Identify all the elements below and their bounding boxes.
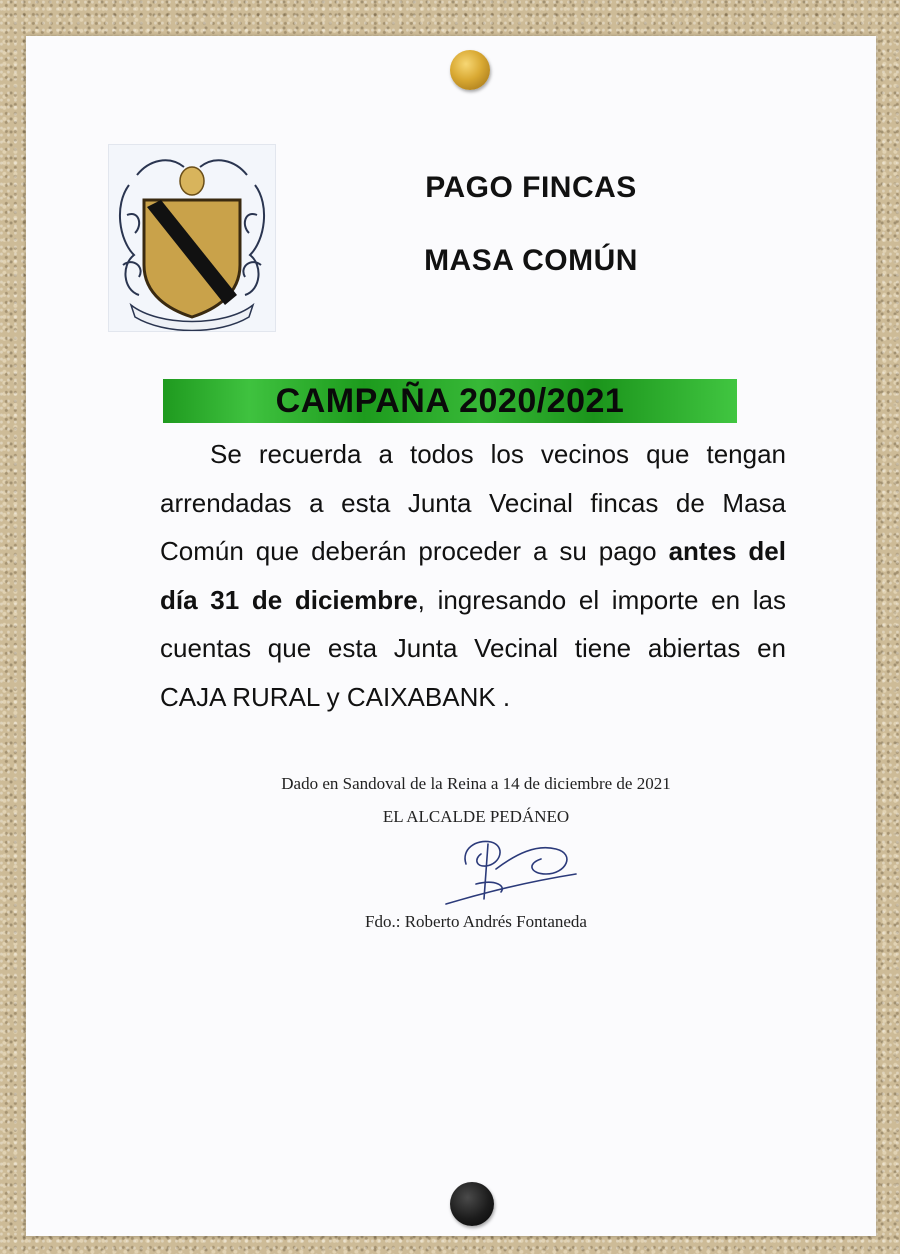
signature-svg [406,824,606,914]
gold-pushpin-icon [450,50,490,90]
handwritten-signature [406,824,606,914]
campaign-banner [163,379,737,423]
title-line-1: PAGO FINCAS [425,171,637,204]
notice-deadline: antes del día 31 de diciembre [160,536,786,615]
signatory-name: Fdo.: Roberto Andrés Fontaneda [365,912,587,931]
title-line-2: MASA COMÚN [424,244,638,277]
notice-sheet [26,36,876,1236]
notice-text-part2: , ingresando el importe en las cuentas que esta Junta Vecinal tiene abiertas en CAJA RURAL y CAIXABANK . [160,584,786,712]
notice-text-part1: Se recuerda a todos los vecinos que tengan arrendadas a esta Junta Vecinal fincas de Masa Común que deberán proceder a su pago [160,439,786,566]
date-line: Dado en Sandoval de la Reina a 14 de diciembre de 2021 [281,774,671,793]
notice-paragraph [160,430,786,721]
coat-of-arms-svg [109,145,275,331]
coat-of-arms-logo [108,144,276,332]
mayor-title: EL ALCALDE PEDÁNEO [382,807,570,826]
campaign-banner-text: CAMPAÑA 2020/2021 [275,382,625,420]
black-pushpin-icon [450,1182,494,1226]
